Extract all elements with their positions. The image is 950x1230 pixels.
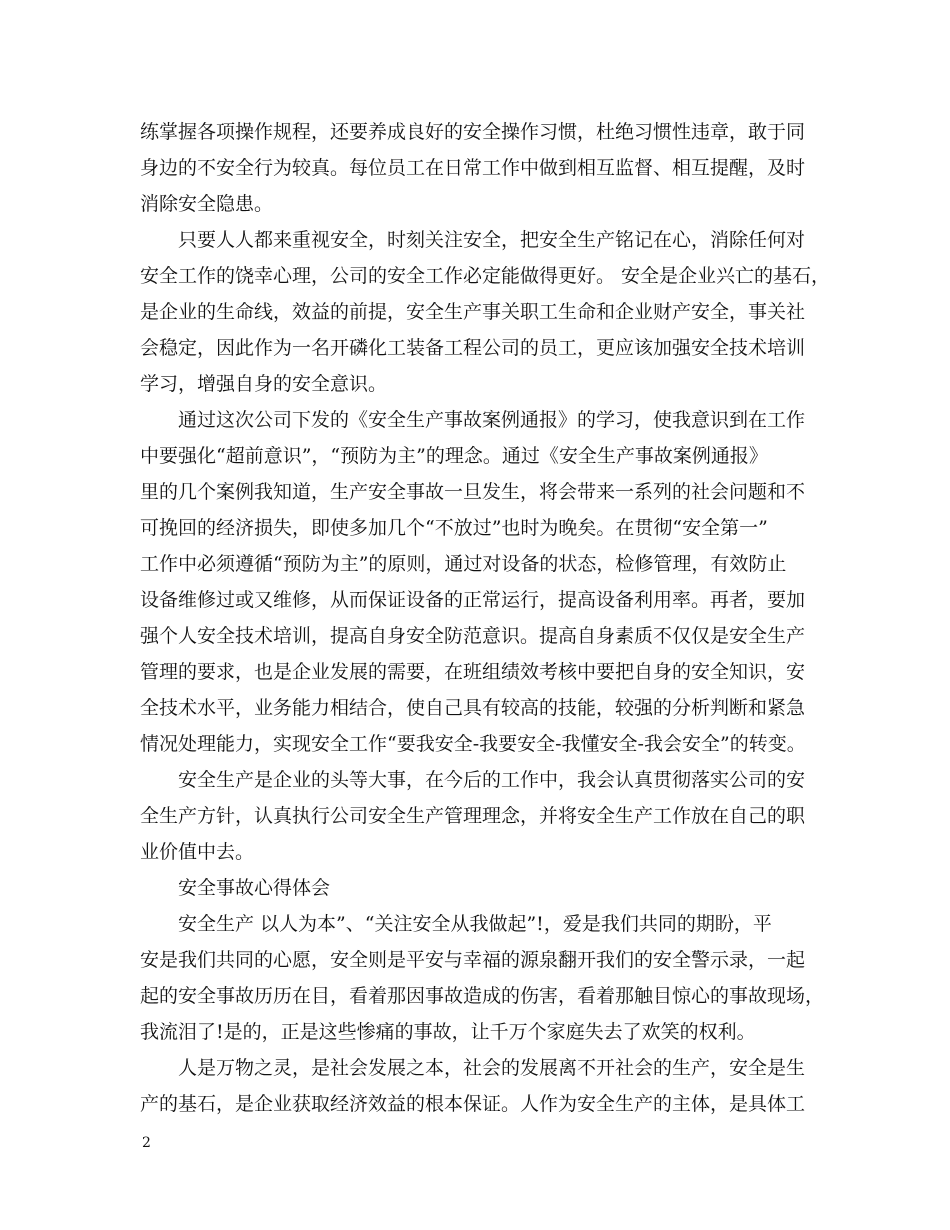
text-line: 工作中必须遵循“预防为主”的原则，通过对设备的状态，检修管理，有效防止 [140,553,787,575]
paragraph [140,402,820,762]
page-number: 2 [142,1135,151,1151]
text-line: 安全工作的饶幸心理，公司的安全工作必定能做得更好。 安全是企业兴亡的基石， [140,265,831,287]
text-line: 我流泪了!是的，正是这些惨痛的事故，让千万个家庭失去了欢笑的权利。 [140,1021,756,1043]
text-line: 设备维修过或又维修，从而保证设备的正常运行，提高设备利用率。再者，要加 [140,589,806,611]
document-body [140,114,831,1122]
paragraph [140,222,831,402]
text-line: 业价值中去。 [140,841,255,863]
text-line: 通过这次公司下发的《安全生产事故案例通报》的学习，使我意识到在工作 [178,409,806,431]
paragraph [140,1050,820,1122]
text-line: 中要强化“超前意识”，“预防为主”的理念。通过《安全生产事故案例通报》 [140,445,768,467]
text-line: 可挽回的经济损失，即使多加几个“不放过”也时为晚矣。在贯彻“安全第一” [140,517,768,539]
text-line: 安全生产是企业的头等大事，在今后的工作中，我会认真贯彻落实公司的安 [178,769,806,791]
text-line: 人是万物之灵，是社会发展之本，社会的发展离不开社会的生产，安全是生 [178,1057,806,1079]
paragraph [140,762,820,870]
paragraph [140,870,820,906]
text-line: 消除安全隐患。 [140,193,274,215]
text-line: 起的安全事故历历在目，看着那因事故造成的伤害，看着那触目惊心的事故现场， [140,985,825,1007]
text-line: 安全事故心得体会 [178,877,331,899]
text-line: 全技术水平，业务能力相结合，使自己具有较高的技能，较强的分析判断和紧急 [140,697,806,719]
text-line: 是企业的生命线，效益的前提，安全生产事关职工生命和企业财产安全，事关社 [140,301,806,323]
text-line: 全生产方针，认真执行公司安全生产管理理念，并将安全生产工作放在自己的职 [140,805,806,827]
text-line: 安是我们共同的心愿，安全则是平安与幸福的源泉翻开我们的安全警示录，一起 [140,949,806,971]
text-line: 会稳定，因此作为一名开磷化工装备工程公司的员工，更应该加强安全技术培训 [140,337,806,359]
paragraph [140,114,820,222]
text-line: 管理的要求，也是企业发展的需要，在班组绩效考核中要把自身的安全知识，安 [140,661,806,683]
text-line: 里的几个案例我知道，生产安全事故一旦发生，将会带来一系列的社会问题和不 [140,481,806,503]
paragraph [140,906,825,1050]
text-line: 学习，增强自身的安全意识。 [140,373,388,395]
text-line: 练掌握各项操作规程，还要养成良好的安全操作习惯，杜绝习惯性违章，敢于同 [140,121,806,143]
text-line: 身边的不安全行为较真。每位员工在日常工作中做到相互监督、相互提醒，及时 [140,157,806,179]
text-line: 产的基石，是企业获取经济效益的根本保证。人作为安全生产的主体，是具体工 [140,1093,806,1115]
text-line: 情况处理能力，实现安全工作“要我安全-我要安全-我懂安全-我会安全”的转变。 [140,733,806,755]
text-line: 只要人人都来重视安全，时刻关注安全，把安全生产铭记在心，消除任何对 [178,229,806,251]
text-line: 强个人安全技术培训，提高自身安全防范意识。提高自身素质不仅仅是安全生产 [140,625,806,647]
text-line: 安全生产 以人为本”、“关注安全从我做起”!，爱是我们共同的期盼，平 [178,913,772,935]
